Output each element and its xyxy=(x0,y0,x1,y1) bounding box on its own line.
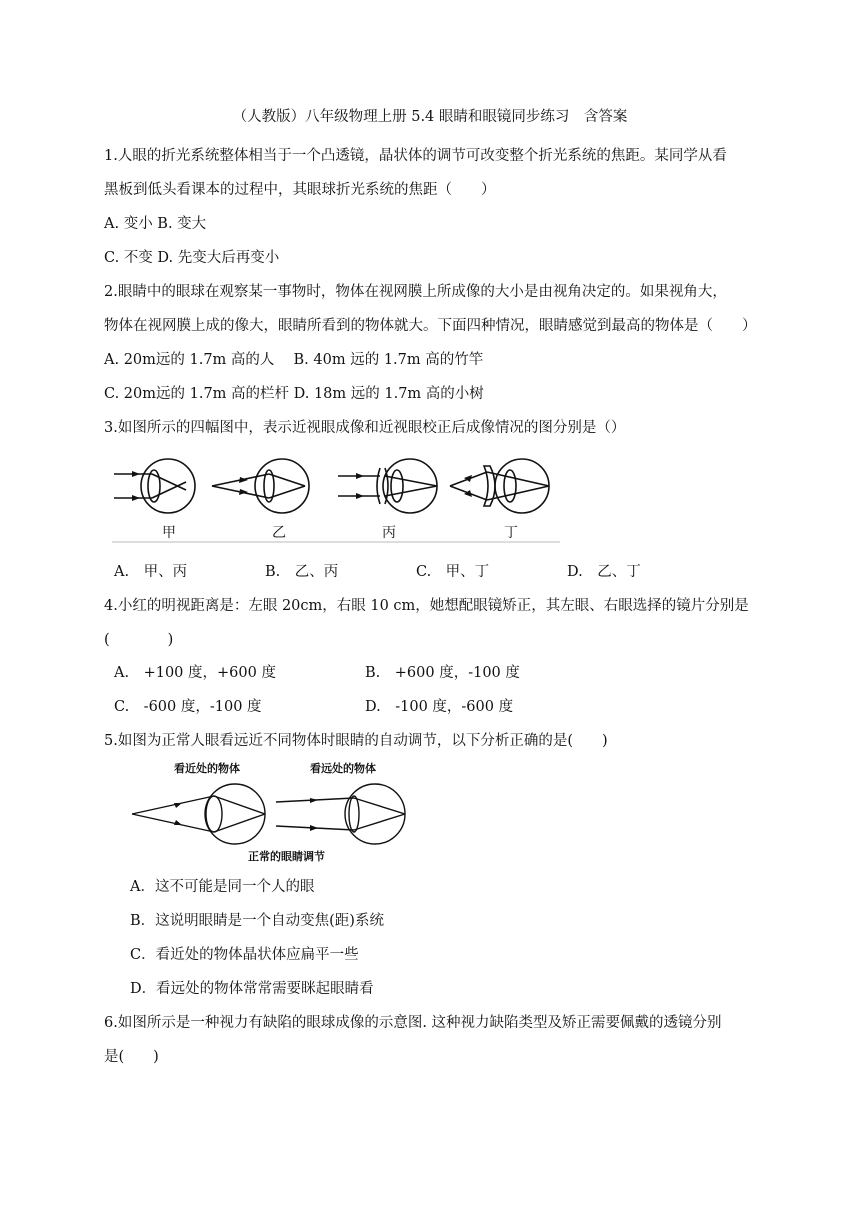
q4-option-a: A. +100 度，+600 度 xyxy=(114,665,276,681)
figure-label-ding: 丁 xyxy=(504,525,518,541)
eye-arrowheads-q5 xyxy=(174,798,318,831)
eye-diagram-ding xyxy=(450,459,549,513)
q2-stem-line2: 物体在视网膜上成的像大，眼睛所看到的物体就大。下面四种情况，眼睛感觉到最高的物体是（ ） xyxy=(104,318,757,334)
eye-diagram-near xyxy=(132,784,265,844)
q6-stem-line2: 是( ) xyxy=(104,1049,159,1065)
figure-label-far: 看远处的物体 xyxy=(310,762,376,775)
q4-option-d: D. -100 度，-600 度 xyxy=(365,699,514,715)
q4-option-c: C. -600 度，-100 度 xyxy=(114,699,262,715)
q5-option-b: B．这说明眼睛是一个自动变焦(距)系统 xyxy=(130,913,384,929)
eye-diagram-bing xyxy=(338,459,437,513)
q3-option-b: B. 乙、丙 xyxy=(265,564,339,580)
q3-stem-line1: 3.如图所示的四幅图中，表示近视眼成像和近视眼校正后成像情况的图分别是（） xyxy=(104,420,626,436)
q5-option-a: A．这不可能是同一个人的眼 xyxy=(130,879,315,895)
q2-options-ab: A. 20m远的 1.7m 高的人 B. 40m 远的 1.7m 高的竹竿 xyxy=(104,352,484,368)
q4-stem-line2: ( ) xyxy=(104,632,174,648)
q4-option-b: B. +600 度，-100 度 xyxy=(365,665,520,681)
q3-option-d: D. 乙、丁 xyxy=(567,564,641,580)
q1-options-ab: A. 变小 B. 变大 xyxy=(104,216,207,232)
q1-stem-line1: 1.人眼的折光系统整体相当于一个凸透镜，晶状体的调节可改变整个折光系统的焦距。某同学从看 xyxy=(104,148,727,164)
eye-diagram-far xyxy=(276,784,405,844)
q1-options-cd: C. 不变 D. 先变大后再变小 xyxy=(104,250,280,266)
figure-label-bing: 丙 xyxy=(382,525,396,541)
q2-stem-line1: 2.眼睛中的眼球在观察某一事物时，物体在视网膜上所成像的大小是由视角决定的。如果视角大， xyxy=(104,284,727,300)
q5-option-d: D．看远处的物体常常需要眯起眼睛看 xyxy=(130,981,374,997)
q3-option-c: C. 甲、丁 xyxy=(416,564,490,580)
q5-eye-figure xyxy=(130,758,420,866)
q1-stem-line2: 黑板到低头看课本的过程中，其眼球折光系统的焦距（ ） xyxy=(104,182,496,198)
eye-diagram-jia xyxy=(114,459,195,513)
q5-option-c: C．看近处的物体晶状体应扁平一些 xyxy=(130,947,359,963)
q6-stem-line1: 6.如图所示是一种视力有缺陷的眼球成像的示意图. 这种视力缺陷类型及矫正需要佩戴的透镜分别 xyxy=(104,1015,722,1031)
q5-stem-line1: 5.如图为正常人眼看远近不同物体时眼睛的自动调节，以下分析正确的是( ) xyxy=(104,733,608,749)
q3-option-a: A. 甲、丙 xyxy=(114,564,188,580)
eye-arrowheads xyxy=(132,471,472,501)
document-title: （人教版）八年级物理上册 5.4 眼睛和眼镜同步练习 含答案 xyxy=(232,109,628,125)
figure-label-yi: 乙 xyxy=(272,525,286,541)
eye-diagram-yi xyxy=(212,459,309,513)
figure-label-near: 看近处的物体 xyxy=(174,762,240,775)
q4-stem-line1: 4.小红的明视距离是：左眼 20cm，右眼 10 cm，她想配眼镜矫正，其左眼、右眼选择的镜片分别是 xyxy=(104,598,749,614)
q3-eye-figure xyxy=(112,450,562,546)
figure-label-jia: 甲 xyxy=(162,525,176,541)
q2-options-cd: C. 20m远的 1.7m 高的栏杆 D. 18m 远的 1.7m 高的小树 xyxy=(104,386,484,402)
figure-caption: 正常的眼睛调节 xyxy=(248,850,325,863)
